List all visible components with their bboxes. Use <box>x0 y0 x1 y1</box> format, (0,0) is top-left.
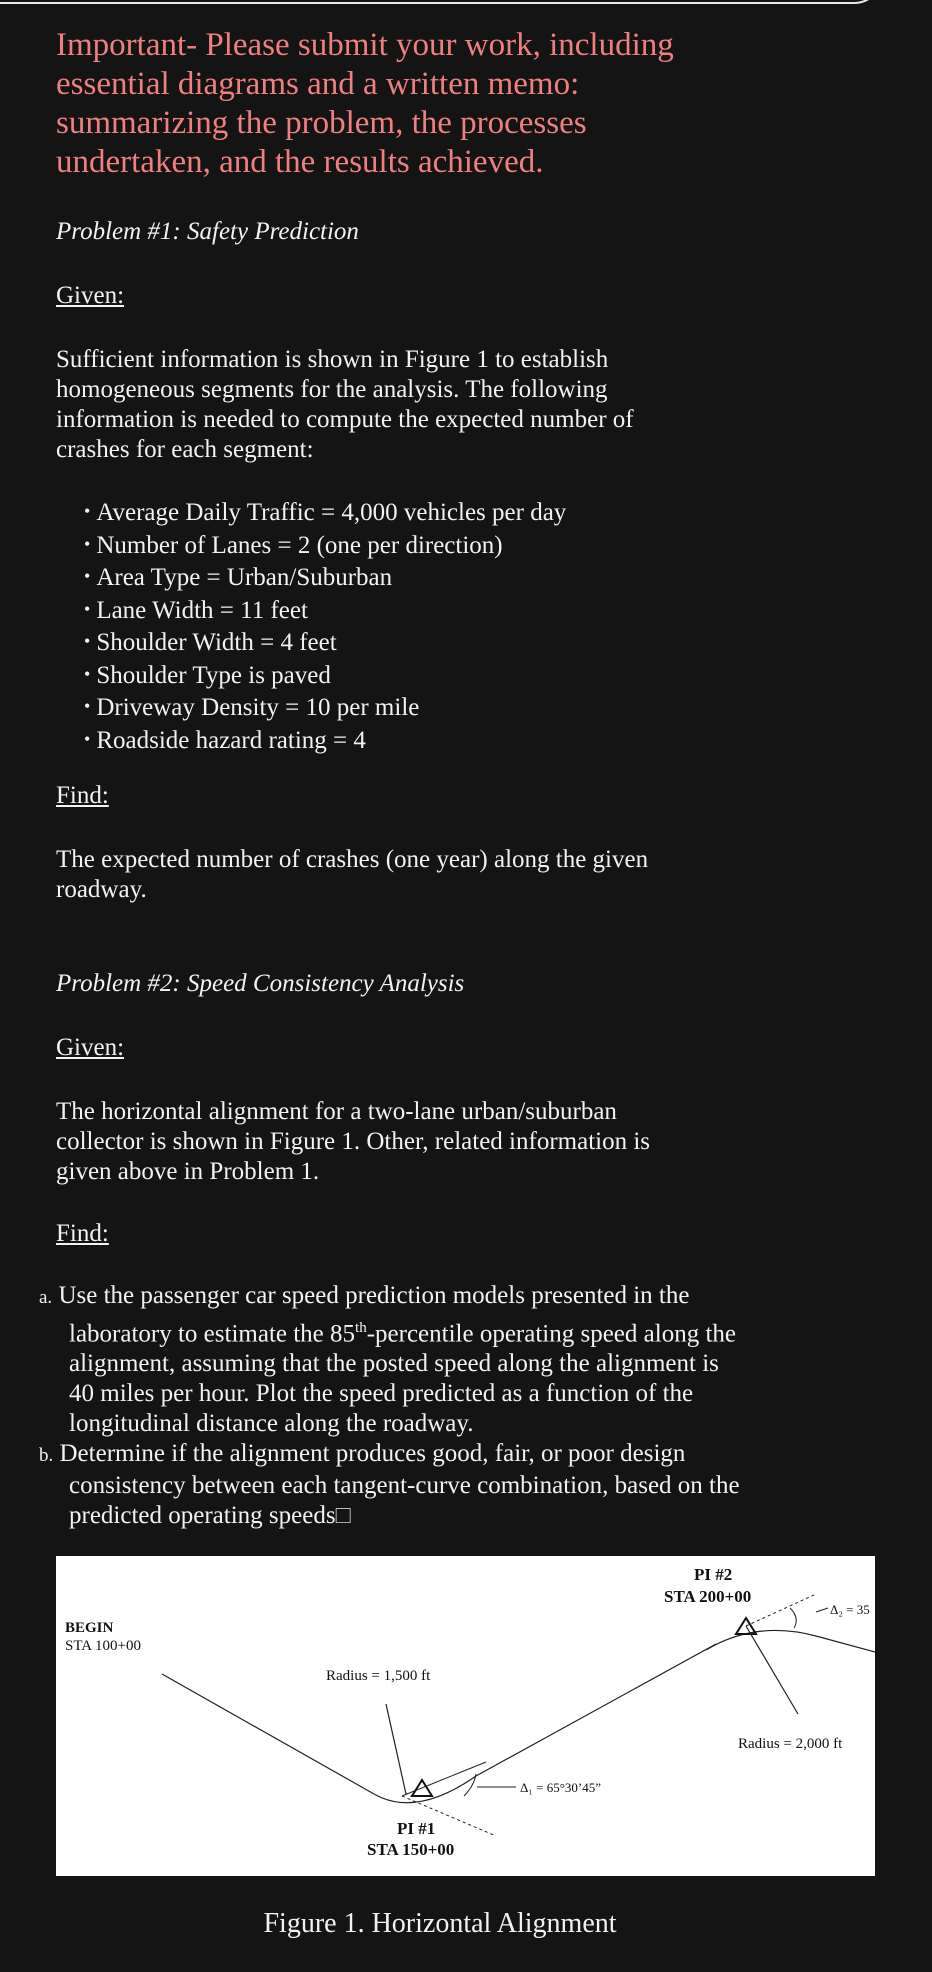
pi2-station: STA 200+00 <box>664 1587 752 1606</box>
list-item-text: Use the passenger car speed prediction models presented in the laboratory to estimate the 85 <box>58 1282 690 1348</box>
tangent-line-2 <box>476 1644 716 1776</box>
begin-label: BEGIN <box>65 1620 114 1636</box>
figure-caption: Figure 1. Horizontal Alignment <box>263 1908 617 1939</box>
problem1-find-text: The expected number of crashes (one year) along the given roadway. <box>56 846 649 903</box>
problem1-title: Problem #1: Safety Prediction <box>56 218 359 245</box>
placeholder-box-glyph: □ <box>335 1502 351 1530</box>
alignment-diagram <box>56 1556 875 1876</box>
problem2-find-list <box>39 1281 749 1531</box>
important-notice-block <box>56 26 886 182</box>
begin-station: STA 100+00 <box>65 1638 142 1654</box>
radius-line-2 <box>746 1626 798 1714</box>
delta2-arc <box>790 1608 796 1628</box>
problem1-find-heading: Find: <box>56 782 109 809</box>
list-marker: a. <box>39 1287 53 1308</box>
list-item <box>39 1439 749 1531</box>
list-item: • Driveway Density = 10 per mile <box>84 691 566 724</box>
tangent-line-3 <box>816 1636 875 1652</box>
list-item: • Average Daily Traffic = 4,000 vehicles per day <box>84 496 566 529</box>
problem1-given-heading: Given: <box>56 282 125 309</box>
list-item: • Lane Width = 11 feet <box>84 594 566 627</box>
list-marker: b. <box>39 1445 54 1467</box>
list-item <box>39 1281 749 1439</box>
delta2-label: Δ₂ = 35 <box>830 1602 870 1617</box>
list-item-text-cont: -percentile operating speed along the alignment, assuming that the posted speed along the alignment is 40 miles per hour. Plot the speed predicted as a function of the longitudinal distance along the roadway. <box>69 1320 736 1438</box>
tangent-extension-2 <box>746 1594 816 1626</box>
delta2-leader <box>816 1608 828 1612</box>
problem2-given-heading: Given: <box>56 1034 125 1061</box>
problem2-given-text: The horizontal alignment for a two-lane urban/suburban collector is shown in Figure 1. Other, related information is given above in Problem 1. <box>56 1098 651 1185</box>
problem2-title: Problem #2: Speed Consistency Analysis <box>56 970 465 997</box>
delta1-label: Δ₁ = 65°30’45” <box>520 1780 602 1795</box>
list-item: • Shoulder Type is paved <box>84 659 566 692</box>
radius2-label: Radius = 2,000 ft <box>738 1736 843 1752</box>
alignment-figure <box>56 1556 875 1876</box>
important-notice: Important- Please submit your work, including essential diagrams and a written memo: summarizing the problem, the processes undertaken, and the results achieved. <box>56 27 674 180</box>
pi2-label: PI #2 <box>694 1565 733 1584</box>
list-item: • Area Type = Urban/Suburban <box>84 561 566 594</box>
curve-1 <box>374 1776 476 1803</box>
problem1-bullet-list <box>84 496 566 756</box>
pi1-label: PI #1 <box>397 1819 436 1838</box>
list-item: • Roadside hazard rating = 4 <box>84 724 566 757</box>
list-item-text: Determine if the alignment produces good, fair, or poor design consistency between each tangent-curve combination, based on the predicted operating speeds <box>59 1440 740 1530</box>
radius1-label: Radius = 1,500 ft <box>326 1668 431 1684</box>
curve-2 <box>706 1630 816 1650</box>
list-item: • Number of Lanes = 2 (one per direction) <box>84 529 566 562</box>
problem1-given-text: Sufficient information is shown in Figure 1 to establish homogeneous segments for the analysis. The following information is needed to compute the expected number of crashes for each segment: <box>56 346 634 463</box>
pi1-station: STA 150+00 <box>367 1840 455 1859</box>
window-edge <box>0 0 884 4</box>
tangent-line-1 <box>162 1674 374 1794</box>
superscript: th <box>355 1320 367 1336</box>
radius-line-1 <box>386 1704 406 1794</box>
problem2-find-heading: Find: <box>56 1220 109 1247</box>
list-item: • Shoulder Width = 4 feet <box>84 626 566 659</box>
